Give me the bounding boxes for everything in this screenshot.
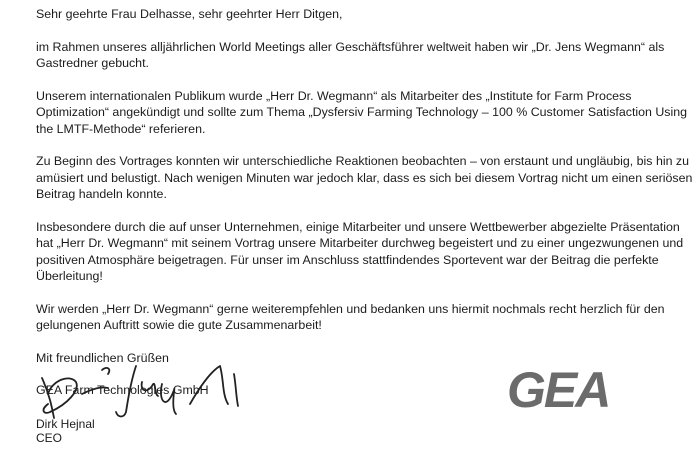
closing: Mit freundlichen Grüßen <box>36 350 169 365</box>
gea-logo <box>505 364 655 414</box>
paragraph-4: Insbesondere durch die auf unser Unternehmen, einige Mitarbeiter und unsere Wettbewerber abgezielte Präsentation hat „Herr Dr. Wegmann“ mit seinem Vortrag unsere Mitarbeiter durchweg begeistert und zu einer ungezwungenen und positiven Atmosphäre beigetragen. Für unser im Anschluss stattfindendes Sportevent war der Beitrag die perfekte Überleitung! <box>36 219 684 283</box>
paragraph-1: im Rahmen unseres alljährlichen World Meetings aller Geschäftsführer weltweit haben wir „Dr. Jens Wegmann“ als Gastredner gebucht. <box>36 39 665 70</box>
company-name: GEA Farm Technologies GmbH <box>36 383 209 397</box>
svg-text:GEA: GEA <box>507 364 610 414</box>
paragraph-5: Wir werden „Herr Dr. Wegmann“ gerne weiterempfehlen und bedanken uns hiermit nochmals recht herzlich für den gelungenen Auftritt sowie die gute Zusammenarbeit! <box>36 301 665 332</box>
handwritten-signature <box>30 360 270 422</box>
signer-title: CEO <box>36 431 63 445</box>
paragraph-2: Unserem internationalen Publikum wurde „Herr Dr. Wegmann“ als Mitarbeiter des „Institute for Farm Process Optimization“ angekündigt und sollte zum Thema „Dysfersiv Farming Technology – 100 % Customer Satisfaction Using the LMTF-Methode“ referieren. <box>36 88 688 136</box>
paragraph-3: Zu Beginn des Vortrages konnten wir unterschiedliche Reaktionen beobachten – von erstaunt und ungläubig, bis hin zu amüsiert und belustigt. Nach wenigen Minuten war jedoch klar, dass es sich bei diesem Vortrag nicht um einen seriösen Beitrag handeln konnte. <box>36 154 693 201</box>
salutation: Sehr geehrte Frau Delhasse, sehr geehrter Herr Ditgen, <box>36 7 343 21</box>
letter-body <box>36 6 696 399</box>
signer-name: Dirk Hejnal <box>36 417 95 431</box>
